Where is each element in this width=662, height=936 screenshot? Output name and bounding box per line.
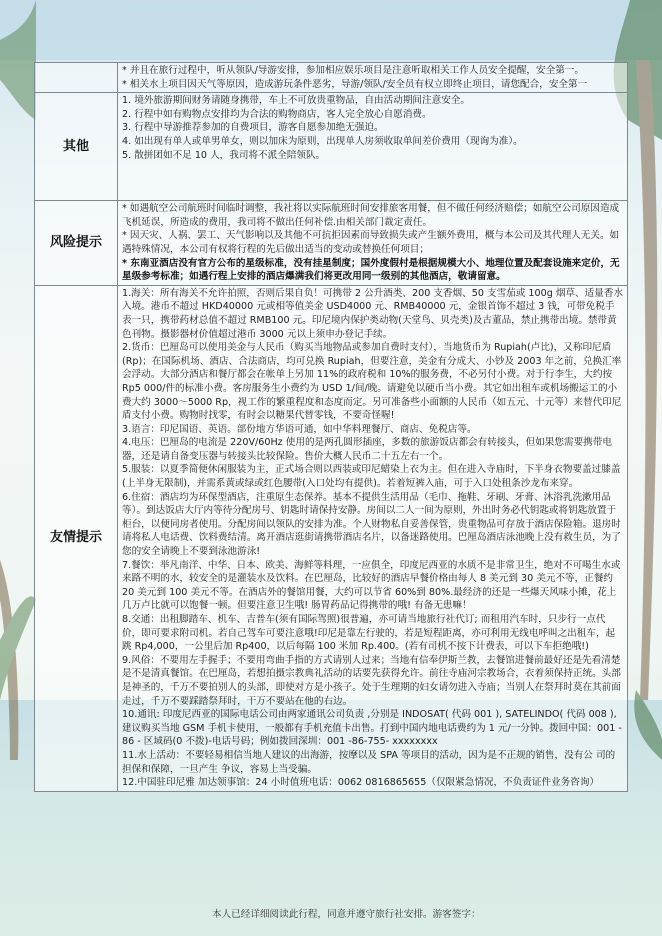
note-line: 2. 行程中如有购物点安排均为合法的购物商店，客人完全放心自愿消费。 [122,108,432,120]
section-label-tips: 友情提示 [35,285,118,791]
note-line: * 并且在旅行过程中，听从领队/导游安排，参加相应娱乐项目是注意听取相关工作人员安全提醒，安全第一。 [122,65,584,76]
section-other [35,93,628,201]
tip-water-activities: 11.水上活动：不要轻易相信当地人建议的出海游，按摩以及 SPA 等项目的活动，因为是不正规的销售，没有公 司的担保和保障，一旦产生 争议，容易上当受骗。 [122,749,616,775]
tip-transport: 8.交通：出租脚踏车、机车、吉普车(须有国际驾照)很普遍，亦可请当地旅行社代订; 而租用汽车时，只步行一点代价，即可要求附司机。若自己驾车可要注意哦!印尼是靠左行驶的，若是短程距离，亦可利用无线电呼叫之出租车，起跳 Rp4,000，一公里后加 Rp400，以后每隔 100 米加 Rp.400。(若有司机不按下计费表，可以下车拒绝哦!) [122,614,616,653]
signature-line: 本人已经详细阅读此行程，同意并遵守旅行社安排。游客签字： [212,909,481,920]
tip-lodging: 6.住宿：酒店均为环保型酒店，注重原生态保养。基本不提供生活用品（毛巾、拖鞋、牙刷、牙膏、沐浴乳洗漱用品等）。到达饭店大厅内等待分配房号、钥匙时请保持安静。房间以二人一间为原则，外出时务必代钥匙或将钥匙放置于柜台，以便同房者使用。分配房间以领队的安排为准。个人财物私自妥善保管，贵重物品可存放于酒店保险箱。退房时请将私人电话费、饮料费结清。离开酒店逛街请携带酒店名片，以备迷路使用。巴厘岛酒店泳池晚上没有救生员，为了您的安全请晚上不要到泳池游泳! [122,491,621,558]
note-line: 1. 境外旅游期间财务请随身携带，车上不可放贵重物品，自由活动期间注意安全。 [122,95,470,107]
tip-voltage: 4.电压：巴厘岛的电流是 220V/60Hz 使用的是两孔圆形插座，多数的旅游饭店都会有转接头，但如果您需要携带电器，还是请自备变压器与转接头比较保险。售价大概人民币二十五左右一个。 [122,437,612,462]
section-tips [35,285,628,791]
section-risk [35,201,628,286]
tip-clothing: 5.服装：以夏季简便休闲服装为主，正式场合则以西装或印尼蜡染上衣为主。但在进入寺庙时，下半身衣物要盖过膝盖(上半身无限制)，并需系黄或绿或红色腰带(入口处均有提供)。若着短裤入庙，可于入口处租条沙龙布来穿。 [122,464,621,490]
tip-dining: 7.餐饮：举凡南洋、中华、日本、欧美、海鲜等料理，一应俱全，印度尼西亚的水质不是非常卫生，绝对不可喝生水或来路不明的水，较安全的是灌装水及饮料。在巴厘岛，比较好的酒店早餐价格由每人 8 美元到 30 美元不等，正餐约 20 美元到 100 美元不等。在酒店外的餐馆用餐，大约可以节省 60%到 80%.最经济的还是一些爆天风味小摊，花上几万卢比就可以饱餐一顿。但要注意卫生哦! 肠胃药品记得携带的哦! 有备无患嘛！ [122,559,621,612]
section-content-tips [118,285,628,791]
tip-customs: 1.海关：所有海关不允许拍照，否则后果自负！可携带 2 公升酒类、200 支香烟、50 支雪茄或 100g 烟草、适量香水入境。港币不超过 HKD40000 元或相等值美金 USD4000 元、RMB40000 元，金银首饰不超过 3 钱，可带免税手表一只，携带药材总值不超过 RMB100 元。印尼境内保护类动物(天堂鸟、贝壳类)及古董品，禁止携带出境。禁带黄色刊物。摄影器材价值超过港币 3000 元以上须申办登记手续。 [122,287,624,340]
section-label-other: 其他 [35,93,118,201]
note-line: 5. 散拼团如不足 10 人，我司将不派全陪领队。 [122,149,326,161]
section-label-risk: 风险提示 [35,201,118,286]
note-line: 3. 行程中导游推荐参加的自费项目，游客自愿参加绝无强迫。 [122,122,384,134]
note-line: * 如遇航空公司航班时间临时调整，我社将以实际航班时间安排旅客用餐，但不做任何经济赔偿；如航空公司原因造成飞机延误，所造成的费用，我司将不做出任何补偿.由相关部门裁定责任。 [122,203,620,228]
tip-currency: 2.货币：巴厘岛可以使用美金与人民币（购买当地物品或参加自费时支付），当地货币为 Rupiah(卢比)，又称印尼盾(Rp)；在国际机场、酒店、合法商店，均可兑换 Rupiah，但要注意，美金有分成大、小钞及 2003 年之前，兑换汇率会浮动。大部分酒店和餐厅都会在帐单上另加 11%的政府税和 10%的服务费，不必另付小费。对于行李生，大约按 Rp5 000/件的标准小费。客房服务生小费约为 USD 1/间/晚。请避免以硬币当小费。其它如出租车或机场搬运工的小费大约 3000～5000 Rp，视工作的繁重程度和态度而定。另可准备些小面额的人民币（如五元、十元等）来替代印尼盾支付小费。购物时找零，有时会以糖果代替零钱，不要奇怪喔! [122,342,622,422]
tip-telecom: 10.通讯: 印度尼西亚的国际电话公司由两家通讯公司负责 ,分别是 INDOSAT( 代码 001 ), SATELINDO( 代码 008 ), 建议购买当地 GSM 手机卡使用，一般都有手机充值卡出售。打到中国内地电话费约为 1 元/一分钟。拨回中国：001 - 86 - 区域码(0 不拨)-电话号码；例如拨回深圳：001 -86-755- xxxxxxxx [122,709,622,748]
section-top [35,63,628,93]
section-content-risk [118,201,628,286]
section-label [35,63,118,93]
section-content-other [118,93,628,201]
section-content [118,63,628,93]
note-line: * 相关水上项目因天气等原因，造成游玩条件恶劣，导游/领队/安全员有权立即终止项目，请您配合，安全第一 [122,78,588,90]
tip-consulate: 12.中国驻印尼雅 加达领事馆：24 小时值班电话：0062 0816865655（仅限紧急情况，不负责证件业务咨询） [122,777,600,789]
note-line: * 因天灾、人祸、罢工、天气影响以及其他不可抗拒因素而导致损失或产生额外费用，概与本公司及其代理人无关。如遇特殊情况，本公司有权将行程的先后做出适当的变动或替换任何项目； [122,230,620,255]
note-line: 4. 如出现有单人或单男单女，则以加床为原则，出现单人房须收取单间差价费用（现询为准）。 [122,135,523,147]
note-line-emphasis: * 东南亚酒店没有官方公布的星级标准，没有挂星制度；国外度假村是根据规模大小、地理位置及配套设施来定价，无星级参考标准；如遇行程上安排的酒店爆满我们将更改用同一级别的其他酒店，敬请留意。 [122,257,620,283]
tip-language: 3.语言：印尼国语、英语。部份地方华语可通，如中华料理餐厅、商店、免税店等。 [122,423,477,435]
palm-tree-left-icon [0,0,36,760]
tip-customs-etiquette: 9.风俗：不要用左手握手；不要用弯曲手指的方式请别人过来；当地有信奉伊斯兰教，去餐馆进餐前最好还是先看清楚是不是清真餐馆。在巴厘岛，若想拍摄宗教典礼活动的话要先获得允许。前往寺庙河宗教场合，衣着须保持正统。头部是神圣的，千万不要拍别人的头部，即使对方是小孩子。处于生理期的妇女请勿进入寺庙；当别人在祭拜时莫在其前面走过，千万不要踩踏祭拜时，干万不要站在他的右边。 [122,654,621,707]
itinerary-notes-table [34,62,628,792]
